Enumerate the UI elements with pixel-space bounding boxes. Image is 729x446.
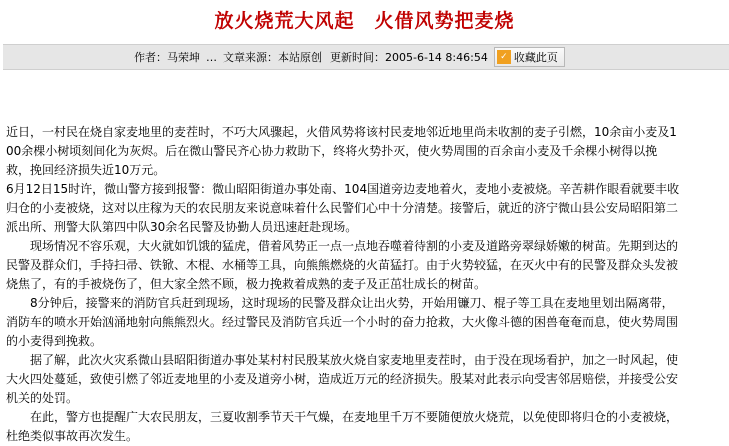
meta-info [134,47,565,67]
article-line: 的小麦得到挽救。 [6,334,103,348]
source-label: 文章来源：本站原创 [223,51,322,64]
article-line: 民警及群众们，手持扫帚、铁锨、木棍、水桶等工具，向熊熊燃烧的火苗猛打。由于火势较猛，在灭火中有的民警及群众头发被 [6,258,679,272]
article-line: 据了解，此次火灾系微山县昭阳街道办事处某村村民殷某放火烧自家麦地里麦茬时，由于没在现场看护，加之一时风起，使 [6,353,679,367]
article-meta-bar [3,44,729,70]
add-favorite-label: 收藏此页 [513,51,558,64]
article-line: 6月12日15时许，微山警方接到报警：微山昭阳街道办事处南、104国道旁边麦地着火，麦地小麦被烧。辛苦耕作眼看就要丰收 [6,182,680,196]
article-line: 00余棵小树顷刻间化为灰烬。后在微山警民齐心协力救助下，终将火势扑灭，使火势周围的百余亩小麦及千余棵小树得以挽 [6,144,658,158]
article-line: 大火四处蔓延，致使引燃了邻近麦地里的小麦及道旁小树，造成近万元的经济损失。殷某对此表示向受害邻居赔偿，并接受公安 [6,372,679,386]
article-line: 烧焦了，有的手被烧伤了，但大家全然不顾，极力挽救着成熟的麦子及正茁壮成长的树苗。 [6,277,487,291]
article-line: 8分钟后，接警来的消防官兵赶到现场，这时现场的民警及群众让出火势，开始用镰刀、棍子等工具在麦地里划出隔离带， [6,296,674,310]
update-time-label: 更新时间：2005-6-14 8:46:54 [330,51,488,64]
article-line: 杜绝类似事故再次发生。 [6,429,139,443]
article-line: 归仓的小麦被烧，这对以庄稼为天的农民朋友来说意味着什么民警们心中十分清楚。接警后，就近的济宁微山县公安局昭阳第二 [6,201,679,215]
article-line: 派出所、刑警大队第四中队30余名民警及协勤人员迅速赶赴现场。 [6,220,358,234]
author-label: 作者：马荣坤 [134,51,200,64]
article-body [6,123,729,446]
article-line: 机关的处罚。 [6,391,79,405]
add-favorite-button[interactable] [494,47,565,67]
article-line: 现场情况不容乐观，大火就如饥饿的猛虎，借着风势正一点一点地吞噬着待割的小麦及道路旁翠绿娇嫩的树苗。先期到达的 [6,239,679,253]
article-line: 救，挽回经济损失近10万元。 [6,163,166,177]
article-line: 消防车的喷水开始汹涌地射向熊熊烈火。经过警民及消防官兵近一个小时的奋力抢救，大火像斗德的困兽奄奄而息，使火势周围 [6,315,679,329]
separator: … [206,50,217,64]
article-line: 近日，一村民在烧自家麦地里的麦茬时，不巧大风骤起，火借风势将该村民麦地邻近地里尚未收割的麦子引燃，10余亩小麦及1 [6,125,677,139]
bookmark-icon: ✓ [497,50,511,64]
article-title: 放火烧荒大风起 火借风势把麦烧 [214,10,515,32]
article-line: 在此，警方也提醒广大农民朋友，三夏收割季节天干气燥，在麦地里千万不要随便放火烧荒，以免使即将归仓的小麦被烧， [6,410,679,424]
